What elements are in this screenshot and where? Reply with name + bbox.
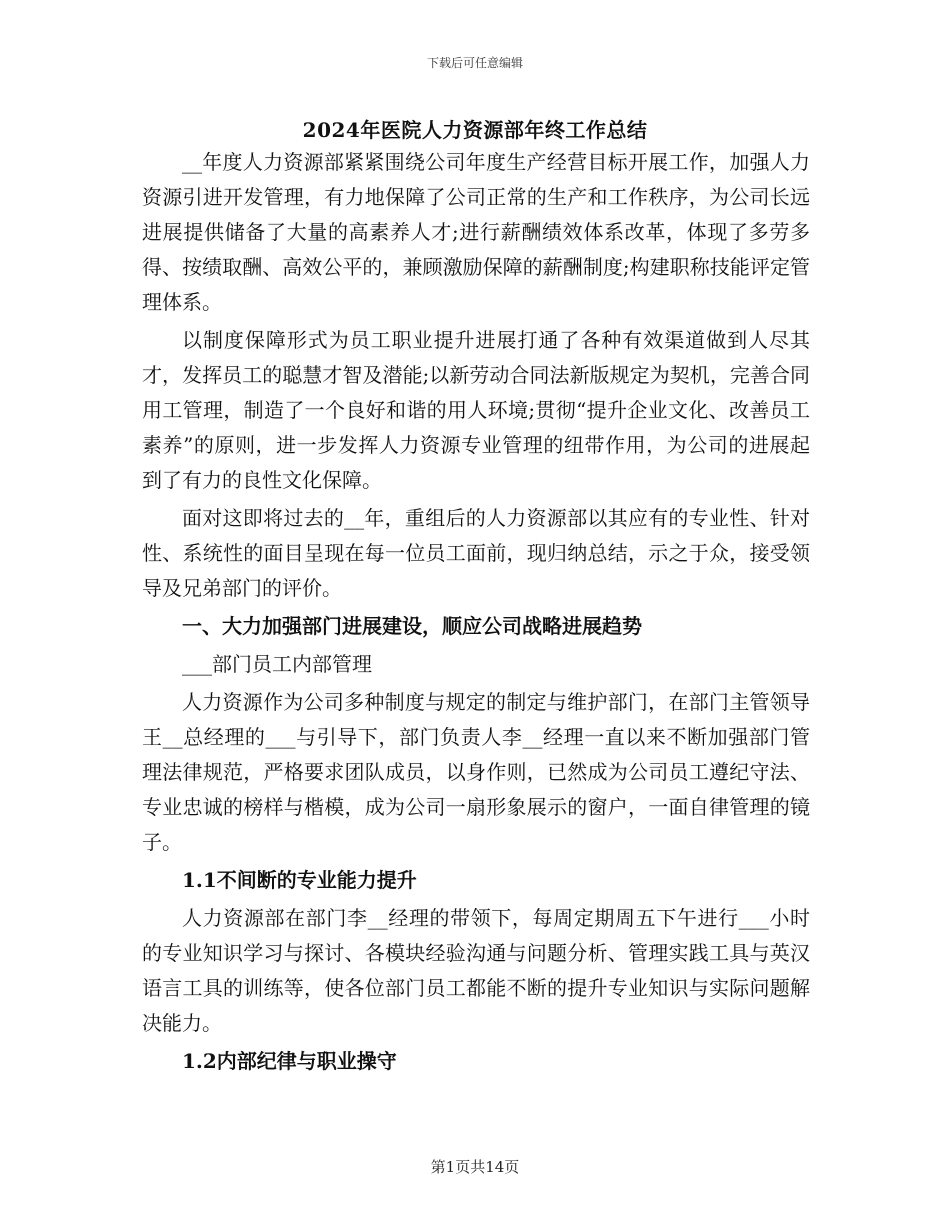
paragraph-internal-management: 人力资源作为公司多种制度与规定的制定与维护部门，在部门主管领导王__总经理的___与引导下，部门负责人李__经理一直以来不断加强部门管理法律规范，严格要求团队成员，以身作则，已然成为公司员工遵纪守法、专业忠诚的榜样与楷模，成为公司一扇形象展示的窗户，一面自律管理的镜子。 (142, 690, 810, 854)
section-heading-1: 一、大力加强部门进展建设，顺应公司战略进展趋势 (182, 614, 642, 638)
document-body (142, 145, 810, 1082)
section-subheading: ___部门员工内部管理 (182, 652, 372, 676)
page-footer: 第1页共14页 (430, 1158, 520, 1176)
paragraph-skill-improvement: 人力资源部在部门李__经理的带领下，每周定期周五下午进行___小时的专业知识学习与探讨、各模块经验沟通与问题分析、管理实践工具与英汉语言工具的训练等，使各位部门员工都能不断的提升专业知识与实际问题解决能力。 (142, 906, 810, 1035)
paragraph-summary: 面对这即将过去的__年，重组后的人力资源部以其应有的专业性、针对性、系统性的面目呈现在每一位员工面前，现归纳总结，示之于众，接受领导及兄弟部门的评价。 (142, 506, 810, 600)
paragraph-intro: __年度人力资源部紧紧围绕公司年度生产经营目标开展工作，加强人力资源引进开发管理，有力地保障了公司正常的生产和工作秩序，为公司长远进展提供储备了大量的高素养人才;进行薪酬绩效体系改革，体现了多劳多得、按绩取酬、高效公平的，兼顾激励保障的薪酬制度;构建职称技能评定管理体系。 (142, 150, 810, 314)
section-heading-1-2: 1.2内部纪律与职业操守 (182, 1049, 397, 1073)
document-title: 2024年医院人力资源部年终工作总结 (302, 118, 648, 142)
paragraph-system: 以制度保障形式为员工职业提升进展打通了各种有效渠道做到人尽其才，发挥员工的聪慧才智及潜能;以新劳动合同法新版规定为契机，完善合同用工管理，制造了一个良好和谐的用人环境;贯彻“提升企业文化、改善员工素养”的原则，进一步发挥人力资源专业管理的纽带作用，为公司的进展起到了有力的良性文化保障。 (142, 328, 810, 492)
header-note: 下载后可任意编辑 (426, 56, 523, 70)
section-heading-1-1: 1.1不间断的专业能力提升 (182, 868, 417, 892)
